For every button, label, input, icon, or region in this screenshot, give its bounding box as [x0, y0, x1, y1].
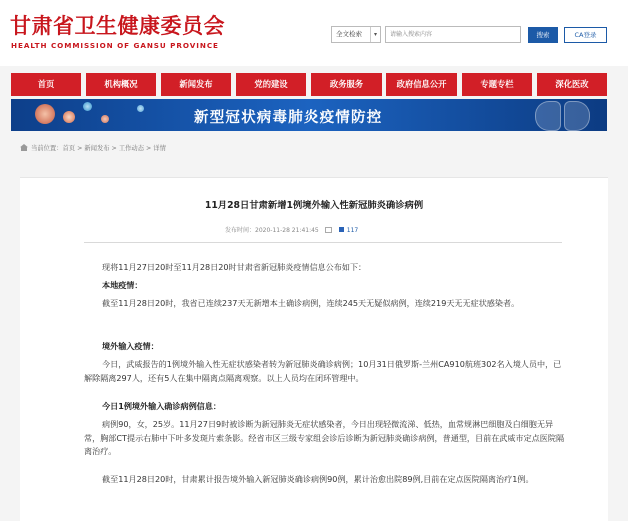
home-icon	[20, 144, 28, 151]
nav-item-medical-reform[interactable]: 深化医改	[537, 73, 607, 96]
covid-banner[interactable]	[11, 99, 607, 131]
search-scope-label: 全文检索	[336, 30, 362, 38]
breadcrumb-separator: >	[75, 145, 85, 152]
breadcrumb-news[interactable]: 新闻发布	[84, 145, 110, 152]
article-title: 11月28日甘肃新增1例境外输入性新冠肺炎确诊病例	[204, 200, 424, 211]
breadcrumb-separator: >	[109, 145, 119, 152]
article-meta	[225, 225, 358, 234]
nav-item-organization[interactable]: 机构概况	[86, 73, 156, 96]
nav-item-special-topics[interactable]: 专题专栏	[462, 73, 532, 96]
views-icon	[339, 227, 344, 232]
paragraph-imported: 今日，武威报告的1例境外输入性无症状感染者转为新冠肺炎确诊病例；10月31日俄罗斯-兰州CA910航班302名入境人员中，已解除隔离297人，还有5人在集中隔离点隔离观察。以上人员均在闭环管理中。	[84, 359, 562, 383]
published-time: 2020-11-28 21:41:45	[255, 227, 319, 234]
virus-icon	[137, 105, 144, 112]
breadcrumb-prefix: 当前位置：	[31, 145, 63, 152]
subheading-imported: 境外输入疫情：	[102, 341, 159, 351]
nav-item-party-building[interactable]: 党的建设	[236, 73, 306, 96]
title-divider	[84, 242, 562, 243]
breadcrumb-work-updates[interactable]: 工作动态	[118, 145, 145, 152]
site-header	[0, 0, 628, 66]
virus-icon	[101, 115, 109, 123]
article-panel	[20, 177, 608, 521]
subheading-local: 本地疫情：	[102, 280, 143, 290]
chevron-down-icon[interactable]: ▾	[370, 27, 380, 42]
breadcrumb-detail: 详情	[153, 145, 166, 152]
virus-icon	[63, 111, 75, 123]
search-scope-select[interactable]	[331, 26, 381, 43]
paragraph-local: 截至11月28日20时，我省已连续237天无新增本土确诊病例，连续245天无疑似病例，连续219天无无症状感染者。	[102, 298, 520, 308]
paragraph-cumulative: 截至11月28日20时，甘肃累计报告境外输入新冠肺炎确诊病例90例，累计治愈出院89例,目前在定点医院隔离治疗1例。	[102, 474, 534, 484]
paragraph-case-90: 病例90，女，25岁。11月27日9时被诊断为新冠肺炎无症状感染者，今日出现轻微流涕、低热，血常规淋巴细胞及白细胞无异常，胸部CT提示右肺中下叶多发斑片索条影。经省市区三级专家组会诊后诊断为新冠肺炎确诊病例，普通型，目前在武威市定点医院隔离治疗。	[84, 419, 565, 456]
ca-login-button[interactable]: CA登录	[564, 27, 607, 43]
breadcrumb-home[interactable]: 首页	[62, 145, 76, 152]
main-navigation	[11, 73, 607, 96]
published-label: 发布时间：	[225, 227, 256, 234]
nav-item-information-disclosure[interactable]: 政府信息公开	[386, 73, 457, 96]
nav-item-news[interactable]: 新闻发布	[161, 73, 231, 96]
view-count: 117	[346, 227, 359, 234]
nav-item-home[interactable]: 首页	[11, 73, 81, 96]
lung-icon	[535, 101, 561, 131]
search-button[interactable]: 搜索	[528, 27, 558, 43]
search-input[interactable]: 请输入搜索内容	[385, 26, 521, 43]
print-icon[interactable]	[325, 227, 332, 233]
site-logo-english: HEALTH COMMISSION OF GANSU PROVINCE	[11, 41, 219, 50]
breadcrumb-separator: >	[144, 145, 154, 152]
site-logo-chinese[interactable]: 甘肃省卫生健康委员会	[10, 14, 225, 38]
subheading-case-info: 今日1例境外输入确诊病例信息：	[102, 401, 221, 411]
virus-icon	[35, 104, 55, 124]
nav-item-government-services[interactable]: 政务服务	[311, 73, 382, 96]
virus-icon	[83, 102, 92, 111]
lung-icon	[564, 101, 590, 131]
banner-title: 新型冠状病毒肺炎疫情防控	[194, 110, 383, 126]
breadcrumb	[20, 143, 166, 152]
paragraph-intro: 现将11月27日20时至11月28日20时甘肃省新冠肺炎疫情信息公布如下：	[102, 262, 367, 272]
